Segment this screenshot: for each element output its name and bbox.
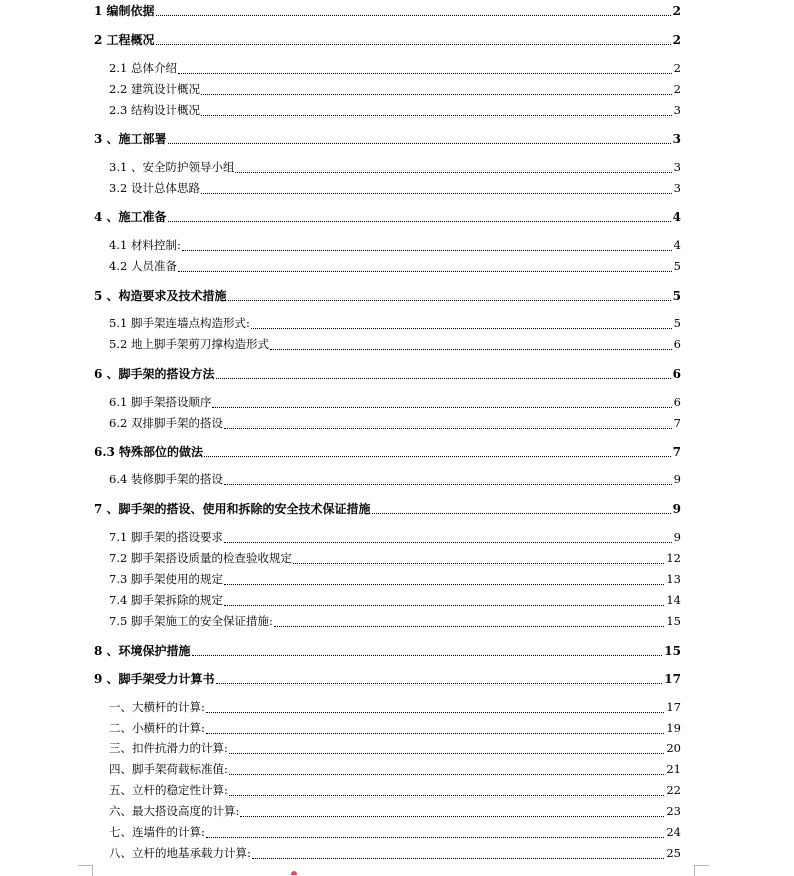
- toc-entry-calc-5[interactable]: [109, 785, 681, 797]
- dot-leader: [204, 455, 671, 457]
- toc-entry-page: 7: [673, 416, 681, 430]
- toc-entry-title: 2.1 总体介绍: [109, 61, 177, 75]
- toc-entry-calc-8[interactable]: [109, 848, 681, 860]
- toc-entry-page: 2: [672, 33, 681, 47]
- toc-entry-calc-1[interactable]: [109, 702, 681, 714]
- toc-entry-title: 1 编制依据: [94, 4, 155, 18]
- toc-entry-6-1[interactable]: [109, 397, 681, 409]
- toc-entry-3[interactable]: [94, 133, 681, 145]
- toc-entry-page: 9: [673, 530, 681, 544]
- toc-entry-3-2[interactable]: [109, 183, 681, 195]
- toc-entry-title: 2.2 建筑设计概况: [109, 82, 200, 96]
- toc-entry-title: 5 、构造要求及技术措施: [94, 289, 227, 303]
- toc-entry-title: 3 、施工部署: [94, 132, 167, 146]
- toc-entry-title: 7 、脚手架的搭设、使用和拆除的安全技术保证措施: [94, 502, 371, 516]
- dot-leader: [206, 732, 664, 734]
- toc-entry-page: 17: [666, 700, 681, 714]
- toc-entry-page: 2: [673, 82, 681, 96]
- toc-entry-title: 2.3 结构设计概况: [109, 103, 200, 117]
- toc-entry-7-2[interactable]: [109, 553, 681, 565]
- red-mark-icon: [291, 871, 297, 875]
- dot-leader: [270, 348, 672, 350]
- toc-entry-7-3[interactable]: [109, 574, 681, 586]
- dot-leader: [372, 512, 671, 514]
- toc-entry-4[interactable]: [94, 211, 681, 223]
- toc-entry-calc-2[interactable]: [109, 723, 681, 735]
- toc-entry-page: 9: [672, 502, 681, 516]
- toc-entry-page: 6: [673, 395, 681, 409]
- toc-entry-calc-4[interactable]: [109, 764, 681, 776]
- toc-entry-page: 6: [673, 337, 681, 351]
- toc-entry-page: 6: [672, 367, 681, 381]
- toc-entry-7[interactable]: [94, 503, 681, 515]
- toc-entry-3-1[interactable]: [109, 162, 681, 174]
- toc-entry-title: 6.1 脚手架搭设顺序: [109, 395, 212, 409]
- toc-entry-title: 4.1 材料控制:: [109, 238, 181, 252]
- dot-leader: [229, 794, 664, 796]
- dot-leader: [206, 711, 664, 713]
- dot-leader: [235, 171, 671, 173]
- dot-leader: [201, 114, 672, 116]
- dot-leader: [216, 377, 671, 379]
- dot-leader: [168, 220, 671, 222]
- toc-entry-5[interactable]: [94, 290, 681, 302]
- toc-entry-page: 23: [666, 804, 681, 818]
- toc-entry-9[interactable]: [94, 673, 681, 685]
- dot-leader: [168, 142, 671, 144]
- toc-entry-title: 4 、施工准备: [94, 210, 167, 224]
- dot-leader: [224, 483, 672, 485]
- dot-leader: [178, 72, 672, 74]
- toc-entry-page: 24: [666, 825, 681, 839]
- toc-entry-page: 3: [673, 160, 681, 174]
- toc-entry-2[interactable]: [94, 34, 681, 46]
- dot-leader: [178, 270, 672, 272]
- toc-entry-title: 5.1 脚手架连墙点构造形式:: [109, 316, 250, 330]
- toc-entry-title: 8 、环境保护措施: [94, 644, 191, 658]
- dot-leader: [229, 752, 664, 754]
- toc-entry-title: 四、脚手架荷载标准值:: [109, 762, 228, 776]
- toc-entry-title: 6 、脚手架的搭设方法: [94, 367, 215, 381]
- dot-leader: [156, 14, 671, 16]
- toc-entry-title: 7.2 脚手架搭设质量的检查验收规定: [109, 551, 292, 565]
- toc-entry-page: 2: [672, 4, 681, 18]
- toc-entry-7-1[interactable]: [109, 532, 681, 544]
- toc-entry-page: 3: [672, 132, 681, 146]
- toc-entry-page: 3: [673, 181, 681, 195]
- toc-entry-page: 14: [666, 593, 681, 607]
- toc-entry-7-5[interactable]: [109, 616, 681, 628]
- page-corner-mark-right: [694, 865, 709, 876]
- dot-leader: [229, 773, 664, 775]
- toc-entry-page: 22: [666, 783, 681, 797]
- toc-entry-8[interactable]: [94, 645, 681, 657]
- toc-entry-title: 3.1 、安全防护领导小组: [109, 160, 235, 174]
- dot-leader: [216, 682, 663, 684]
- toc-entry-calc-7[interactable]: [109, 827, 681, 839]
- toc-entry-title: 七、连墙件的计算:: [109, 825, 205, 839]
- toc-entry-6-3[interactable]: [94, 446, 681, 458]
- toc-entry-title: 六、最大搭设高度的计算:: [109, 804, 240, 818]
- toc-entry-page: 19: [666, 721, 681, 735]
- dot-leader: [201, 93, 672, 95]
- toc-entry-page: 5: [673, 316, 681, 330]
- toc-entry-page: 5: [673, 259, 681, 273]
- toc-entry-title: 一、大横杆的计算:: [109, 700, 205, 714]
- toc-entry-title: 7.5 脚手架施工的安全保证措施:: [109, 614, 273, 628]
- toc-entry-title: 五、立杆的稳定性计算:: [109, 783, 228, 797]
- toc-entry-2-1[interactable]: [109, 63, 681, 75]
- dot-leader: [224, 583, 664, 585]
- toc-entry-6-4[interactable]: [109, 474, 681, 486]
- toc-entry-5-1[interactable]: [109, 318, 681, 330]
- toc-entry-page: 17: [664, 672, 681, 686]
- toc-entry-page: 9: [673, 472, 681, 486]
- dot-leader: [206, 836, 664, 838]
- toc-entry-title: 3.2 设计总体思路: [109, 181, 200, 195]
- toc-entry-page: 15: [666, 614, 681, 628]
- toc-entry-page: 13: [666, 572, 681, 586]
- toc-entry-page: 2: [673, 61, 681, 75]
- toc-entry-title: 9 、脚手架受力计算书: [94, 672, 215, 686]
- toc-entry-page: 21: [666, 762, 681, 776]
- dot-leader: [240, 815, 664, 817]
- toc-entry-title: 三、扣件抗滑力的计算:: [109, 741, 228, 755]
- toc-entry-page: 4: [672, 210, 681, 224]
- toc-entry-6[interactable]: [94, 368, 681, 380]
- toc-entry-title: 7.1 脚手架的搭设要求: [109, 530, 223, 544]
- dot-leader: [224, 604, 664, 606]
- toc-entry-page: 7: [672, 445, 681, 459]
- toc-entry-7-4[interactable]: [109, 595, 681, 607]
- toc-entry-page: 25: [666, 846, 681, 860]
- toc-entry-title: 2 工程概况: [94, 33, 155, 47]
- toc-entry-page: 15: [664, 644, 681, 658]
- dot-leader: [252, 857, 664, 859]
- dot-leader: [156, 43, 671, 45]
- page-corner-mark-left: [78, 865, 93, 876]
- toc-entry-title: 二、小横杆的计算:: [109, 721, 205, 735]
- dot-leader: [182, 249, 672, 251]
- toc-entry-title: 八、立杆的地基承载力计算:: [109, 846, 251, 860]
- dot-leader: [274, 625, 665, 627]
- toc-entry-title: 7.4 脚手架拆除的规定: [109, 593, 223, 607]
- toc-entry-title: 4.2 人员准备: [109, 259, 177, 273]
- toc-entry-page: 5: [672, 289, 681, 303]
- dot-leader: [251, 327, 672, 329]
- toc-entry-title: 6.4 装修脚手架的搭设: [109, 472, 223, 486]
- toc-entry-calc-3[interactable]: [109, 743, 681, 755]
- dot-leader: [212, 406, 671, 408]
- toc-entry-page: 4: [673, 238, 681, 252]
- dot-leader: [224, 427, 672, 429]
- toc-entry-4-1[interactable]: [109, 240, 681, 252]
- toc-entry-2-2[interactable]: [109, 84, 681, 96]
- dot-leader: [201, 192, 672, 194]
- toc-entry-4-2[interactable]: [109, 261, 681, 273]
- toc-entry-page: 3: [673, 103, 681, 117]
- toc-entry-title: 6.2 双排脚手架的搭设: [109, 416, 223, 430]
- toc-entry-title: 5.2 地上脚手架剪刀撑构造形式: [109, 337, 269, 351]
- toc-entry-calc-6[interactable]: [109, 806, 681, 818]
- toc-entry-page: 20: [666, 741, 681, 755]
- toc-entry-title: 7.3 脚手架使用的规定: [109, 572, 223, 586]
- dot-leader: [228, 299, 671, 301]
- toc-entry-1[interactable]: [94, 5, 681, 17]
- dot-leader: [224, 541, 672, 543]
- toc-entry-title: 6.3 特殊部位的做法: [94, 445, 204, 459]
- toc-entry-6-2[interactable]: [109, 418, 681, 430]
- dot-leader: [293, 562, 664, 564]
- toc-entry-2-3[interactable]: [109, 105, 681, 117]
- dot-leader: [192, 654, 663, 656]
- toc-entry-5-2[interactable]: [109, 339, 681, 351]
- toc-entry-page: 12: [666, 551, 681, 565]
